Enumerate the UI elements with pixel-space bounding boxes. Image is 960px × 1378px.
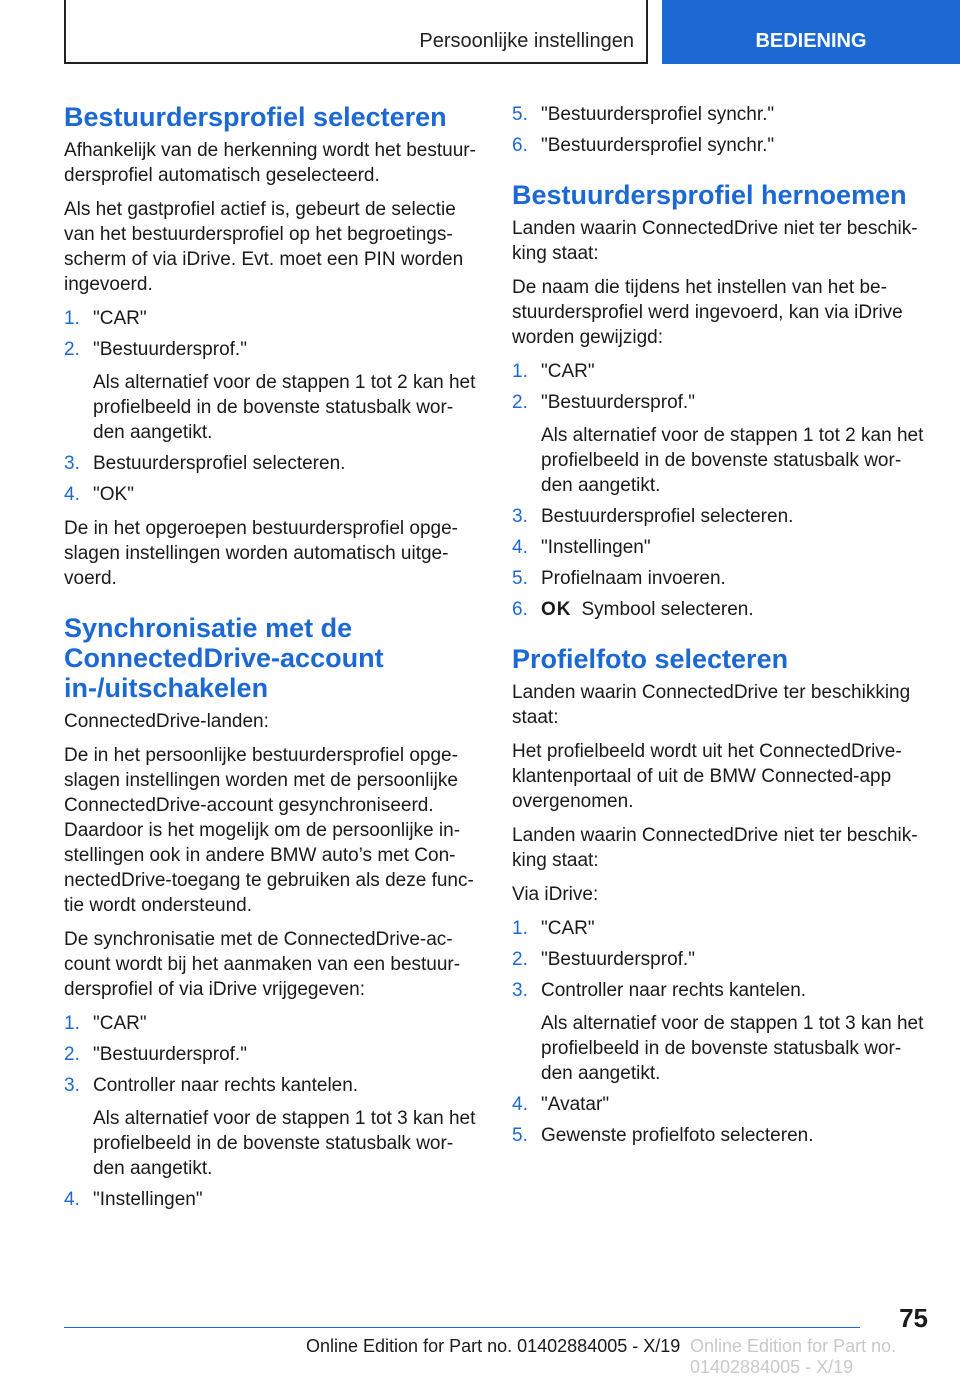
step-list — [512, 102, 926, 158]
list-item — [64, 482, 478, 507]
step-number: 6. — [512, 599, 528, 620]
step-number: 1. — [64, 1013, 80, 1034]
step-number: 1. — [512, 361, 528, 382]
step-number: 3. — [64, 453, 80, 474]
step-text: "CAR" — [541, 361, 595, 382]
left-column — [64, 102, 478, 1221]
step-list — [512, 916, 926, 1148]
section-heading: Synchronisatie met de ConnectedDrive-account in-/uitschakelen — [64, 613, 384, 703]
page-number: 75 — [899, 1303, 928, 1333]
list-item — [64, 306, 478, 331]
step-note: Als alternatief voor de stappen 1 tot 3 kan het profielbeeld in de bovenste statusbalk wor-den aangetikt. — [541, 1013, 924, 1084]
step-list — [64, 306, 478, 507]
step-number: 3. — [512, 980, 528, 1001]
step-note: Als alternatief voor de stappen 1 tot 3 kan het profielbeeld in de bovenste statusbalk wor-den aangetikt. — [93, 1108, 476, 1179]
list-item — [512, 1092, 926, 1117]
step-number: 4. — [512, 537, 528, 558]
footer-edition: Online Edition for Part no. 01402884005 - X/19 — [306, 1336, 681, 1356]
step-note: Als alternatief voor de stappen 1 tot 2 kan het profielbeeld in de bovenste statusbalk wor-den aangetikt. — [541, 425, 924, 496]
list-item — [512, 947, 926, 972]
step-number: 4. — [64, 484, 80, 505]
step-text: Gewenste profielfoto selecteren. — [541, 1125, 814, 1146]
list-item — [64, 451, 478, 476]
step-text: "Instellingen" — [93, 1189, 203, 1210]
list-item — [512, 597, 926, 622]
list-item — [64, 1187, 478, 1212]
paragraph: Landen waarin ConnectedDrive niet ter beschik-king staat: — [512, 825, 918, 871]
section-heading: Bestuurdersprofiel selecteren — [64, 102, 447, 132]
step-text: Bestuurdersprofiel selecteren. — [541, 506, 794, 527]
step-text: "CAR" — [541, 918, 595, 939]
watermark: Online Edition for Part no. 01402884005 - X/19 — [690, 1336, 897, 1377]
step-number: 5. — [512, 568, 528, 589]
step-number: 2. — [64, 1044, 80, 1065]
step-text: Controller naar rechts kantelen. — [93, 1075, 359, 1096]
list-item — [512, 535, 926, 560]
right-column — [512, 102, 926, 1157]
paragraph: De synchronisatie met de ConnectedDrive-ac-count wordt bij het aanmaken van een bestuur-dersprofiel of via iDrive vrijgegeven: — [64, 929, 461, 1000]
step-text: "CAR" — [93, 308, 147, 329]
section-heading: Bestuurdersprofiel hernoemen — [512, 180, 907, 210]
header-frame — [64, 0, 648, 64]
paragraph: De in het opgeroepen bestuurdersprofiel opge-slagen instellingen worden automatisch uitge-voerd. — [64, 518, 458, 589]
step-number: 3. — [64, 1075, 80, 1096]
list-item — [512, 102, 926, 127]
list-item — [512, 133, 926, 158]
list-item — [512, 1123, 926, 1148]
step-number: 6. — [512, 135, 528, 156]
step-text: "Bestuurdersprof." — [93, 339, 247, 360]
list-item — [512, 978, 926, 1086]
step-text: "CAR" — [93, 1013, 147, 1034]
section-tab: BEDIENING — [662, 0, 960, 64]
list-item — [512, 566, 926, 591]
step-text: "Bestuurdersprof." — [541, 949, 695, 970]
paragraph: De naam die tijdens het instellen van het be-stuurdersprofiel werd ingevoerd, kan via iDrive worden gewijzigd: — [512, 277, 903, 348]
list-item — [64, 1011, 478, 1036]
step-text: "OK" — [93, 484, 134, 505]
step-text: Symbool selecteren. — [581, 599, 754, 620]
step-text: "Instellingen" — [541, 537, 651, 558]
step-text: Controller naar rechts kantelen. — [541, 980, 807, 1001]
ok-icon: OK — [541, 599, 572, 620]
paragraph: Als het gastprofiel actief is, gebeurt de selectie van het bestuurdersprofiel op het begroetings-scherm of via iDrive. Evt. moet een PIN worden ingevoerd. — [64, 199, 464, 295]
step-note: Als alternatief voor de stappen 1 tot 2 kan het profielbeeld in de bovenste statusbalk wor-den aangetikt. — [93, 372, 476, 443]
header-title: Persoonlijke instellingen — [419, 30, 634, 52]
step-text: "Bestuurdersprof." — [541, 392, 695, 413]
step-number: 2. — [512, 392, 528, 413]
paragraph: Het profielbeeld wordt uit het ConnectedDrive-klantenportaal of uit de BMW Connected-app overgenomen. — [512, 741, 902, 812]
list-item — [512, 390, 926, 498]
step-number: 4. — [64, 1189, 80, 1210]
list-item — [512, 359, 926, 384]
step-text: "Bestuurdersprofiel synchr." — [541, 104, 775, 125]
list-item — [64, 337, 478, 445]
list-item — [64, 1073, 478, 1181]
paragraph: ConnectedDrive-landen: — [64, 711, 269, 732]
step-number: 5. — [512, 1125, 528, 1146]
paragraph: De in het persoonlijke bestuurdersprofiel opge-slagen instellingen worden met de persoonlijke ConnectedDrive-account gesynchroniseerd. Daardoor is het mogelijk om de persoonlijke in-stellingen ook in andere BMW auto’s met Con-nectedDrive-toegang te gebruiken als deze func-tie wordt ondersteund. — [64, 745, 474, 916]
paragraph: Afhankelijk van de herkenning wordt het bestuur-dersprofiel automatisch geselecteerd. — [64, 140, 476, 186]
paragraph: Landen waarin ConnectedDrive ter beschikking staat: — [512, 682, 911, 728]
step-text: Bestuurdersprofiel selecteren. — [93, 453, 346, 474]
section-heading: Profielfoto selecteren — [512, 644, 789, 674]
step-list — [64, 1011, 478, 1212]
step-number: 2. — [512, 949, 528, 970]
list-item — [512, 916, 926, 941]
list-item — [64, 1042, 478, 1067]
step-number: 5. — [512, 104, 528, 125]
step-text: "Bestuurdersprofiel synchr." — [541, 135, 775, 156]
step-text: Profielnaam invoeren. — [541, 568, 726, 589]
paragraph: Landen waarin ConnectedDrive niet ter beschik-king staat: — [512, 218, 918, 264]
list-item — [512, 504, 926, 529]
step-list — [512, 359, 926, 622]
step-number: 4. — [512, 1094, 528, 1115]
step-text: "Avatar" — [541, 1094, 610, 1115]
step-text: "Bestuurdersprof." — [93, 1044, 247, 1065]
paragraph: Via iDrive: — [512, 884, 599, 905]
step-number: 3. — [512, 506, 528, 527]
step-number: 1. — [64, 308, 80, 329]
footer-divider — [64, 1327, 860, 1328]
step-number: 1. — [512, 918, 528, 939]
step-number: 2. — [64, 339, 80, 360]
